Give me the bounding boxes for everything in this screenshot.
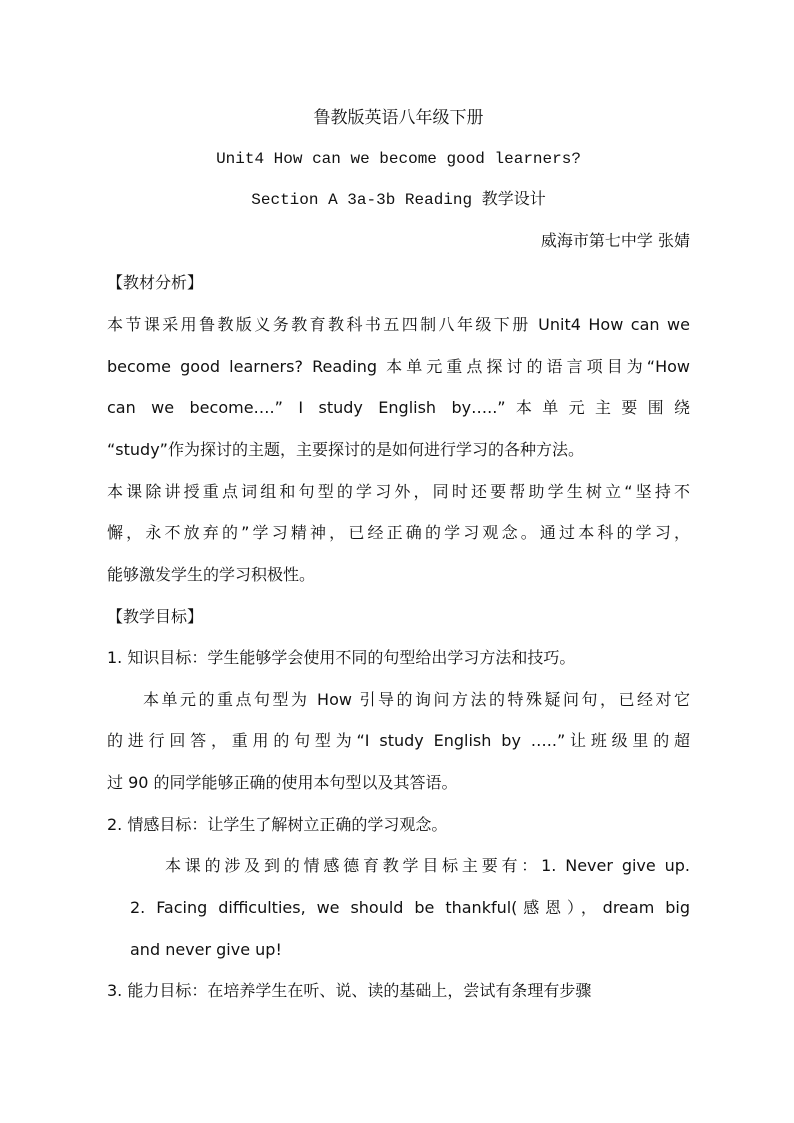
objective-emotion: 2. 情感目标：让学生了解树立正确的学习观念。 [107,815,448,834]
analysis-line-3: can we become….” I study English by…..”本单元主要围绕 [107,398,690,417]
analysis-heading: 【教材分析】 [107,273,204,292]
analysis-line-1: 本节课采用鲁教版义务教育教科书五四制八年级下册 Unit4 How can we [107,315,690,334]
objective-ability: 3. 能力目标：在培养学生在听、说、读的基础上，尝试有条理有步骤 [107,981,592,1000]
document-subtitle: Unit4 How can we become good learners? [216,150,581,168]
objective-knowledge: 1. 知识目标：学生能够学会使用不同的句型给出学习方法和技巧。 [107,648,576,667]
objective-emotion-detail-2: 2. Facing difficulties, we should be thankful(感恩），dream big [130,898,690,917]
objective-emotion-detail-3: and never give up! [130,940,282,959]
analysis-line-6: 懈，永不放弃的”学习精神，已经正确的学习观念。通过本科的学习， [107,523,690,542]
objective-knowledge-detail-3: 过 90 的同学能够正确的使用本句型以及其答语。 [107,773,458,792]
analysis-line-7: 能够激发学生的学习积极性。 [107,565,316,584]
document-title: 鲁教版英语八年级下册 [313,108,484,128]
objectives-heading: 【教学目标】 [107,607,204,626]
objective-knowledge-detail-1: 本单元的重点句型为 How 引导的询问方法的特殊疑问句，已经对它 [143,690,690,709]
document-section: Section A 3a-3b Reading 教学设计 [251,191,546,209]
analysis-line-4: “study”作为探讨的主题，主要探讨的是如何进行学习的各种方法。 [107,440,584,459]
objective-emotion-detail-1: 本课的涉及到的情感德育教学目标主要有：1. Never give up. [165,856,690,875]
analysis-line-2: become good learners? Reading 本单元重点探讨的语言项目为“How [107,357,690,376]
document-author: 威海市第七中学 张婧 [540,231,690,250]
analysis-line-5: 本课除讲授重点词组和句型的学习外，同时还要帮助学生树立“坚持不 [107,482,690,501]
objective-knowledge-detail-2: 的进行回答，重用的句型为“I study English by …..”让班级里的超 [107,731,690,750]
